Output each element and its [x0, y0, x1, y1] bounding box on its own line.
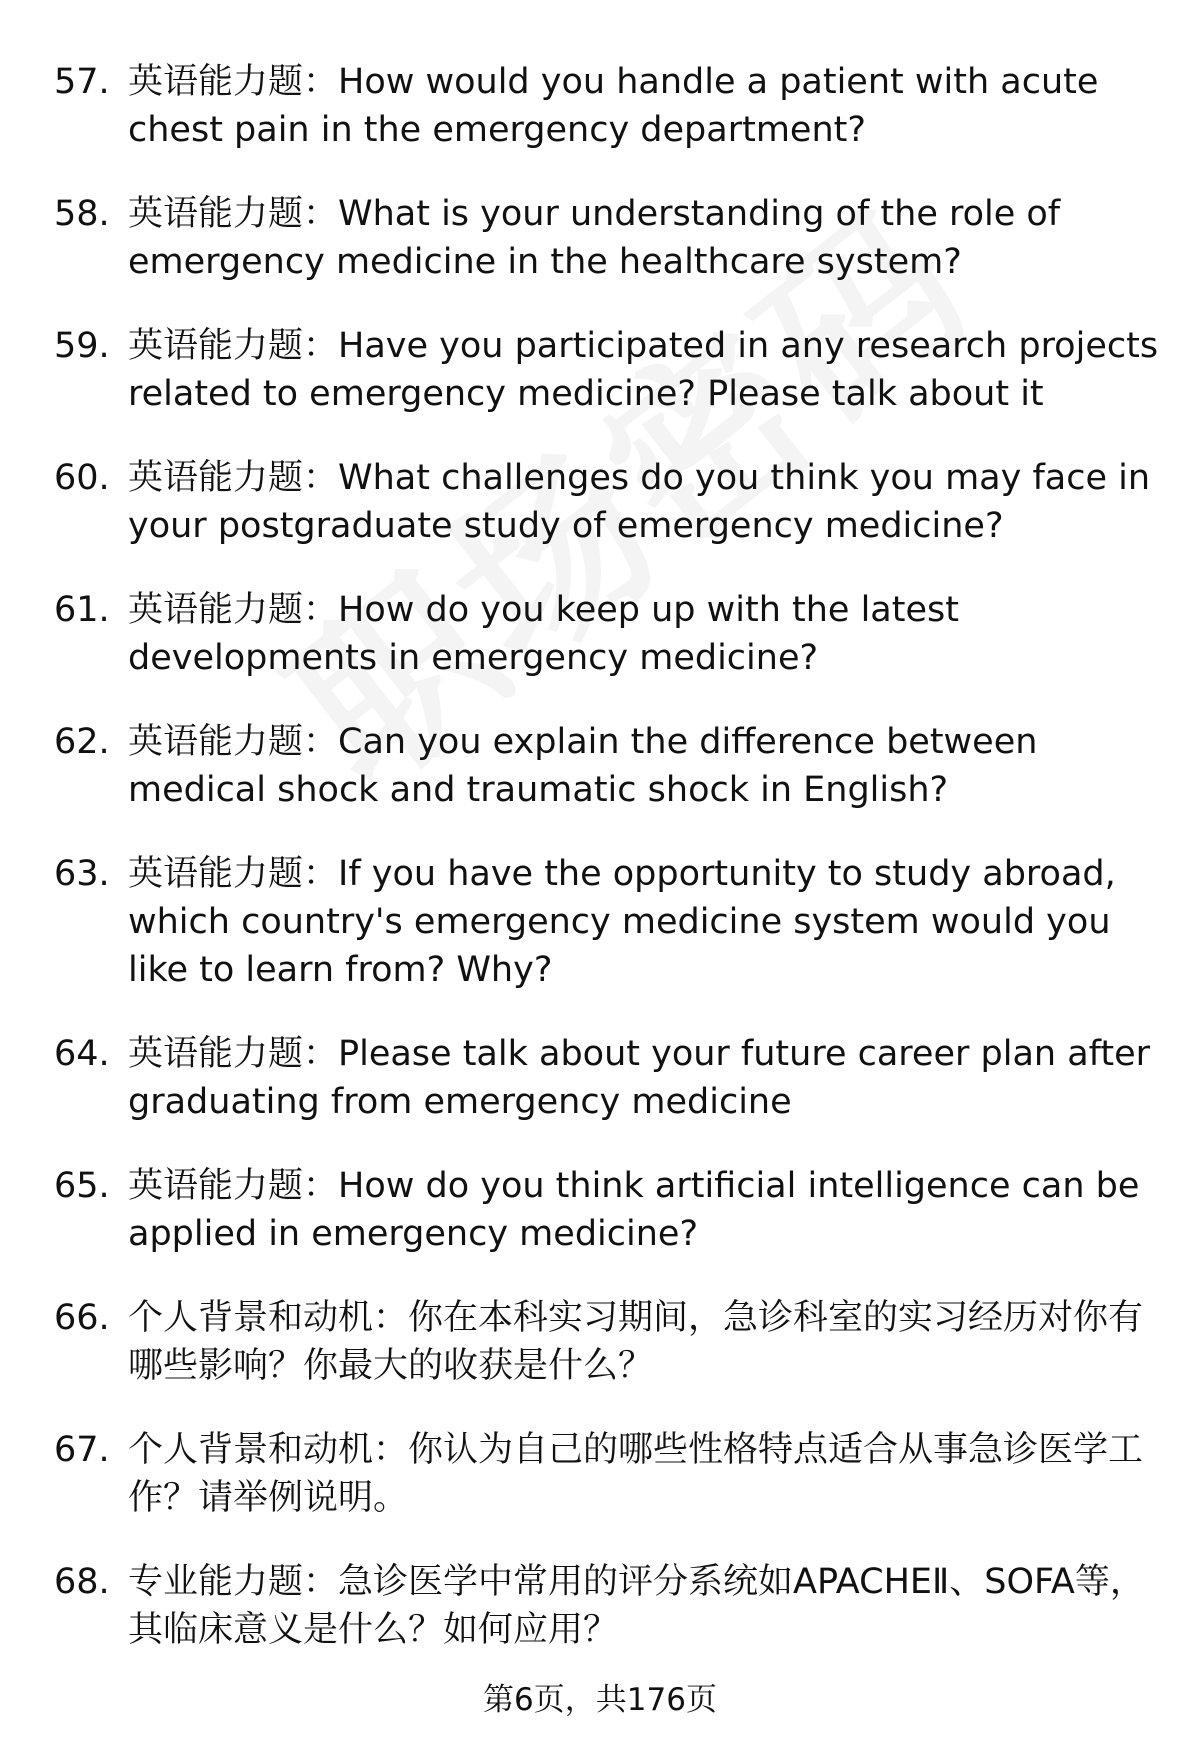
question-item-63 [0, 850, 1200, 1030]
question-item-68 [0, 1558, 1200, 1690]
question-number: 65. [54, 1166, 110, 1206]
question-item-59 [0, 322, 1200, 454]
question-number: 66. [54, 1298, 110, 1338]
question-number: 64. [54, 1034, 110, 1074]
question-text: 英语能力题：What challenges do you think you may face in your postgraduate study of emergency medicine? [128, 458, 1151, 546]
question-item-60 [0, 454, 1200, 586]
question-text: 英语能力题：What is your understanding of the role of emergency medicine in the healthcare system? [128, 194, 1061, 282]
question-text: 个人背景和动机：你在本科实习期间，急诊科室的实习经历对你有哪些影响？你最大的收获是什么？ [128, 1298, 1144, 1386]
question-number: 67. [54, 1430, 110, 1470]
question-number: 62. [54, 722, 110, 762]
question-number: 60. [54, 458, 110, 498]
question-text: 英语能力题：Can you explain the difference between medical shock and traumatic shock in English? [128, 722, 1038, 810]
question-item-67 [0, 1426, 1200, 1558]
question-text: 英语能力题：How would you handle a patient with acute chest pain in the emergency department? [128, 62, 1099, 150]
question-item-66 [0, 1294, 1200, 1426]
question-text: 英语能力题：How do you keep up with the latest developments in emergency medicine? [128, 590, 959, 678]
question-text: 英语能力题：How do you think artificial intelligence can be applied in emergency medicine? [128, 1166, 1140, 1254]
question-number: 59. [54, 326, 110, 366]
question-text: 英语能力题：Have you participated in any research projects related to emergency medicine? Please talk about it [128, 326, 1159, 414]
question-number: 68. [54, 1562, 110, 1602]
question-item-57 [0, 58, 1200, 190]
question-number: 58. [54, 194, 110, 234]
question-item-61 [0, 586, 1200, 718]
question-text: 专业能力题：急诊医学中常用的评分系统如APACHEⅡ、SOFA等，其临床意义是什么？如何应用？ [128, 1562, 1145, 1650]
page-number-footer: 第6页，共176页 [483, 1682, 717, 1718]
question-number: 57. [54, 62, 110, 102]
question-text: 个人背景和动机：你认为自己的哪些性格特点适合从事急诊医学工作？请举例说明。 [128, 1430, 1144, 1518]
question-item-62 [0, 718, 1200, 850]
question-number: 61. [54, 590, 110, 630]
question-number: 63. [54, 854, 110, 894]
question-list [0, 58, 1200, 1690]
question-text: 英语能力题：If you have the opportunity to study abroad, which country's emergency medicine system would you like to learn from? Why? [128, 854, 1116, 990]
question-item-64 [0, 1030, 1200, 1162]
question-item-58 [0, 190, 1200, 322]
question-item-65 [0, 1162, 1200, 1294]
question-text: 英语能力题：Please talk about your future career plan after graduating from emergency medicine [128, 1034, 1151, 1122]
